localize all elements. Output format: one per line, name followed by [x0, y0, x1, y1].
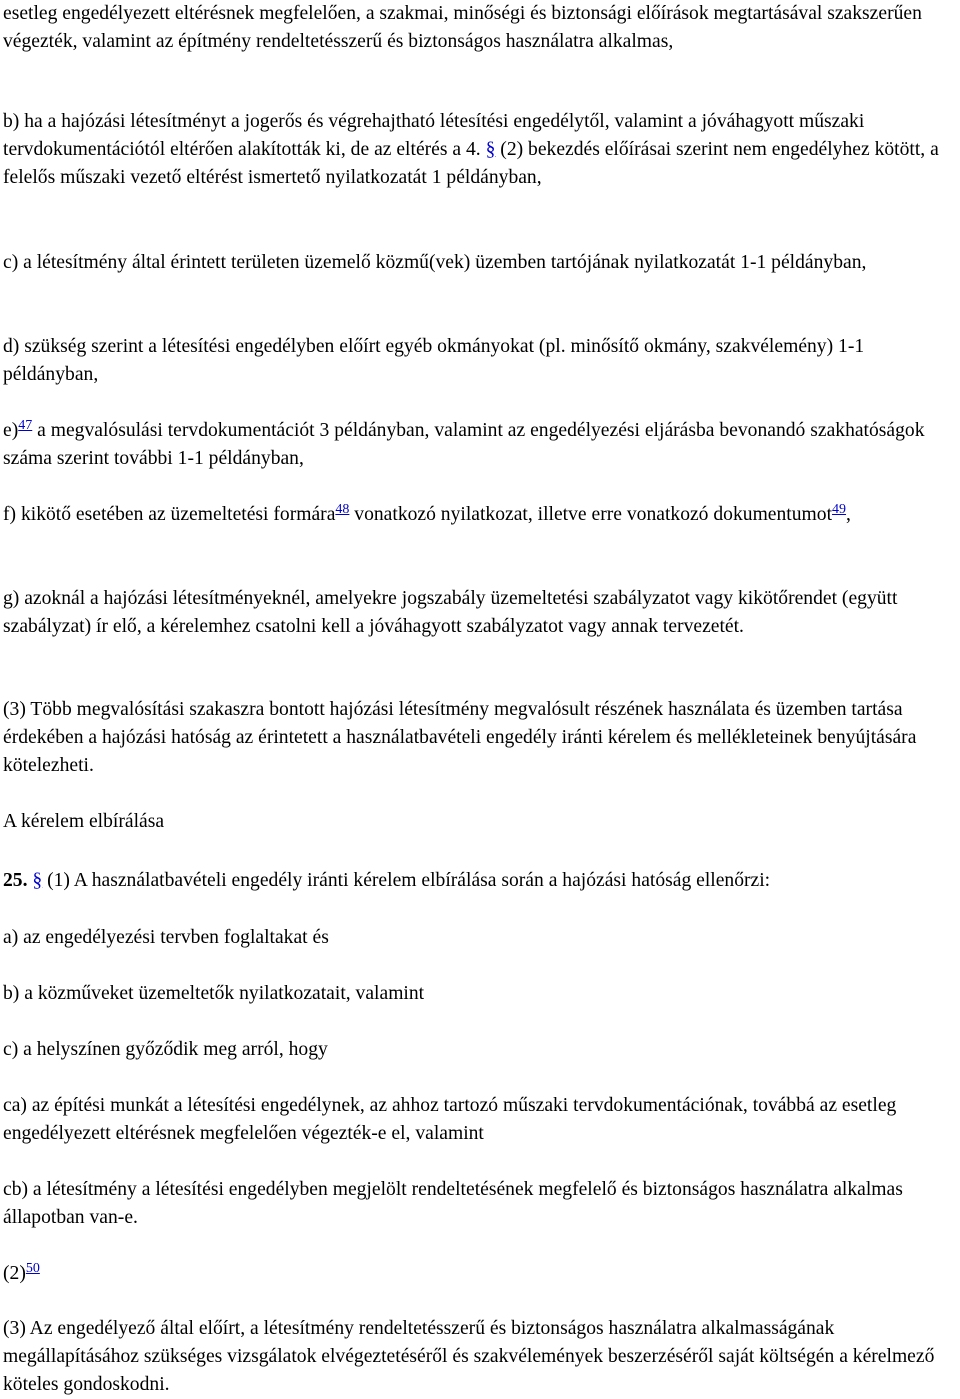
paragraph-25-1-text: (1) A használatbavételi engedély iránti kérelem elbírálása során a hajózási hatóság ellenőrzi: — [42, 870, 771, 891]
paragraph-g: g) azoknál a hajózási létesítményeknél, amelyekre jogszabály üzemeltetési szabályzatot vagy kikötőrendet (együtt szabályzat) ír elő, a kérelemhez csatolni kell a jóváhagyott szabályzatot vagy annak tervezetét. — [3, 588, 898, 637]
paragraph-25-1 — [3, 867, 958, 895]
paragraph-3: (3) Több megvalósítási szakaszra bontott hajózási létesítmény megvalósult részének használata és üzemben tartása érdekében a hajózási hatóság az érintetett a használatbavételi engedély iránti kérelem és mellékleteinek benyújtására kötelezheti. — [3, 699, 917, 776]
paragraph-e — [3, 417, 958, 473]
paragraph-e-label: e) — [3, 420, 19, 441]
section-number: 25. — [3, 870, 28, 891]
paragraph-f-mid: vonatkozó nyilatkozat, illetve erre vonatkozó dokumentumot — [349, 504, 833, 525]
section-link[interactable]: § — [485, 139, 496, 160]
paragraph-c: c) a létesítmény által érintett területen üzemelő közmű(vek) üzemben tartójának nyilatkozatát 1-1 példányban, — [3, 252, 867, 273]
paragraph-b-text: b) ha a hajózási létesítményt a jogerős és végrehajtható létesítési engedélytől, valamint a jóváhagyott műszaki tervdokumentációtól eltérően alakították ki, de az eltérés a 4. — [3, 111, 865, 160]
paragraph-b-rest: (2) bekezdés előírásai szerint nem engedélyhez kötött, a felelős műszaki vezető eltérést ismertető nyilatkozatát 1 példányban, — [3, 139, 939, 188]
section-sign-link[interactable]: § — [32, 870, 43, 891]
paragraph-b — [3, 108, 958, 192]
paragraph-intro-continuation: esetleg engedélyezett eltérésnek megfelelően, a szakmai, minőségi és biztonsági előírások megtartásával szakszerűen végezték, valamint az építmény rendeltetésszerű és biztonságos használatra alkalmas, — [3, 3, 922, 52]
section-heading: A kérelem elbírálása — [3, 811, 165, 832]
paragraph-25-b: b) a közműveket üzemeltetők nyilatkozatait, valamint — [3, 983, 425, 1004]
paragraph-f-end: , — [846, 504, 851, 525]
paragraph-d: d) szükség szerint a létesítési engedélyben előírt egyéb okmányokat (pl. minősítő okmány, szakvélemény) 1-1 példányban, — [3, 336, 865, 385]
footnote-link-49[interactable]: 49 — [832, 502, 847, 517]
paragraph-25-2 — [3, 1260, 958, 1288]
footnote-link-50[interactable]: 50 — [25, 1261, 40, 1276]
footnote-link-47[interactable]: 47 — [18, 418, 33, 433]
footnote-link-48[interactable]: 48 — [335, 502, 350, 517]
paragraph-f-text: f) kikötő esetében az üzemeltetési formára — [3, 504, 336, 525]
paragraph-f — [3, 501, 958, 529]
paragraph-25-cb: cb) a létesítmény a létesítési engedélyben megjelölt rendeltetésének megfelelő és biztonságos használatra alkalmas állapotban van-e. — [3, 1179, 903, 1228]
paragraph-25-a: a) az engedélyezési tervben foglaltakat és — [3, 927, 329, 948]
paragraph-25-2-label: (2) — [3, 1263, 26, 1284]
paragraph-25-3: (3) Az engedélyező által előírt, a létesítmény rendeltetésszerű és biztonságos használatra alkalmasságának megállapításához szükséges vizsgálatok elvégeztetéséről és szakvélemények beszerzéséről saját költségén a kérelmező köteles gondoskodni. — [3, 1318, 935, 1395]
paragraph-e-text: a megvalósulási tervdokumentációt 3 példányban, valamint az engedélyezési eljárásba bevonandó szakhatóságok száma szerint további 1-1 példányban, — [3, 420, 925, 469]
paragraph-25-c: c) a helyszínen győződik meg arról, hogy — [3, 1039, 328, 1060]
paragraph-25-ca: ca) az építési munkát a létesítési engedélynek, az ahhoz tartozó műszaki tervdokumentációnak, továbbá az esetleg engedélyezett eltérésnek megfelelően végezték-e el, valamint — [3, 1095, 897, 1144]
